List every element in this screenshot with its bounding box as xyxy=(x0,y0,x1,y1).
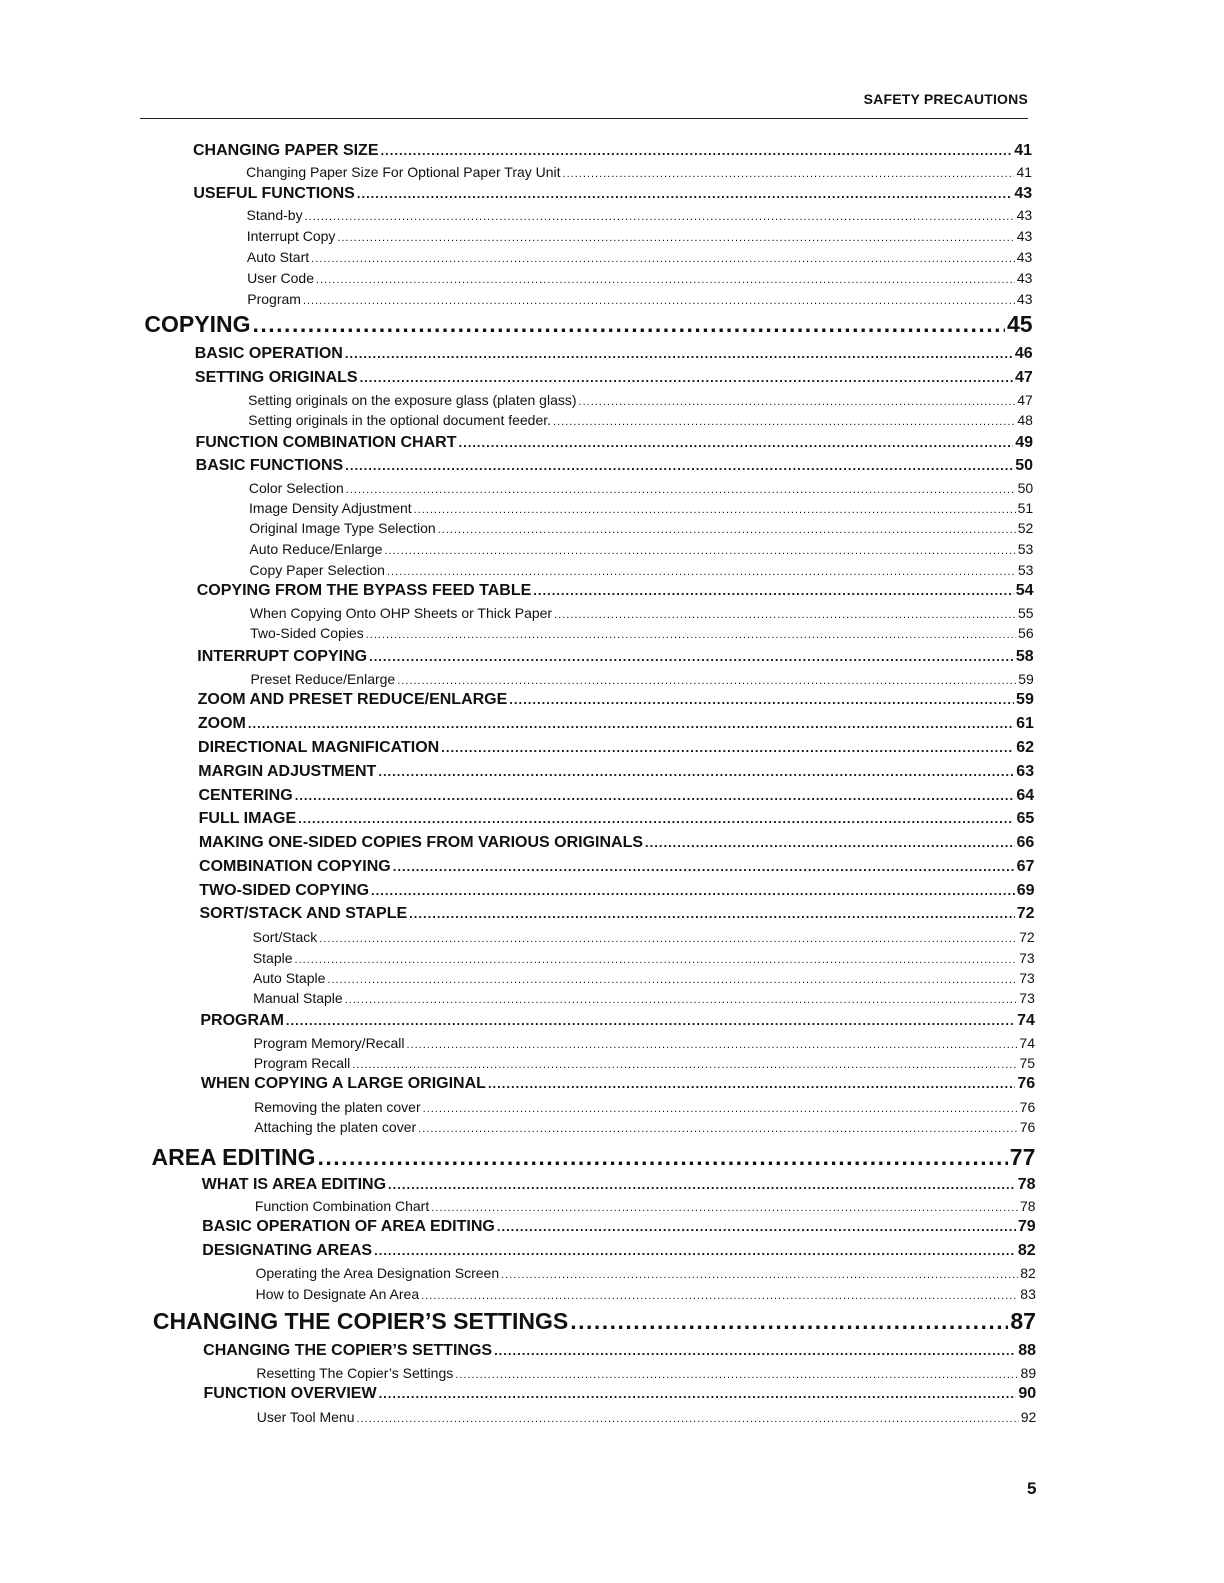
toc-subsection xyxy=(256,1365,1036,1385)
toc-entry-title: Changing Paper Size For Optional Paper Tray Unit xyxy=(246,164,561,180)
toc-entry-title: Preset Reduce/Enlarge xyxy=(250,671,396,687)
toc-entry-page-number: 53 xyxy=(1017,562,1034,578)
toc-entry-title: INTERRUPT COPYING xyxy=(197,648,368,665)
toc-entry-page-number: 73 xyxy=(1019,970,1035,986)
toc-entry-page-number: 58 xyxy=(1015,648,1034,665)
toc-section xyxy=(195,434,1033,456)
dot-leader xyxy=(381,143,1013,158)
toc-entry-title: PROGRAM xyxy=(200,1012,284,1029)
toc-entry-page-number: 87 xyxy=(1010,1308,1036,1334)
toc-entry-title: Auto Reduce/Enlarge xyxy=(249,541,383,557)
toc-subsection xyxy=(249,500,1033,520)
dot-leader xyxy=(414,504,1016,516)
dot-leader xyxy=(533,583,1013,598)
dot-leader xyxy=(371,883,1015,898)
dot-leader xyxy=(298,811,1014,826)
toc-entry-title: Setting originals in the optional document feeder. xyxy=(248,412,552,428)
toc-entry-title: BASIC FUNCTIONS xyxy=(195,457,344,474)
toc-entry-title: Copy Paper Selection xyxy=(249,562,385,578)
toc-entry-page-number: 72 xyxy=(1016,905,1035,922)
toc-subsection xyxy=(254,1055,1035,1075)
dot-leader xyxy=(384,545,1015,557)
toc-section xyxy=(199,905,1034,927)
toc-entry-page-number: 89 xyxy=(1020,1365,1037,1381)
toc-entry-title: Program Recall xyxy=(253,1055,351,1071)
toc-subsection xyxy=(253,990,1035,1010)
toc-entry-page-number: 78 xyxy=(1017,1176,1036,1193)
toc-section xyxy=(193,185,1032,207)
toc-subsection xyxy=(248,412,1033,432)
toc-entry-title: COMBINATION COPYING xyxy=(199,858,391,875)
toc-section xyxy=(197,582,1034,604)
toc-entry-page-number: 67 xyxy=(1016,858,1035,875)
toc-entry-title: Program Memory/Recall xyxy=(253,1035,405,1051)
toc-section xyxy=(198,739,1034,761)
toc-entry-page-number: 53 xyxy=(1017,541,1034,557)
toc-entry-page-number: 76 xyxy=(1017,1075,1036,1092)
toc-entry-title: MARGIN ADJUSTMENT xyxy=(198,763,377,780)
dot-leader xyxy=(388,1177,1016,1192)
toc-subsection xyxy=(253,970,1035,990)
toc-entry-page-number: 78 xyxy=(1019,1198,1036,1214)
dot-leader xyxy=(369,649,1014,664)
toc-subsection xyxy=(247,207,1033,227)
page-number: 5 xyxy=(1027,1479,1037,1498)
toc-entry-title: SETTING ORIGINALS xyxy=(194,369,358,386)
toc-section xyxy=(201,1075,1035,1097)
toc-subsection xyxy=(250,562,1034,582)
toc-entry-page-number: 92 xyxy=(1020,1409,1037,1425)
toc-entry-title: BASIC OPERATION OF AREA EDITING xyxy=(202,1218,495,1235)
toc-entry-title: Resetting The Copier’s Settings xyxy=(256,1365,454,1381)
toc-entry-title: Function Combination Chart xyxy=(254,1198,430,1214)
running-header-title: SAFETY PRECAUTIONS xyxy=(863,91,1028,107)
dot-leader xyxy=(345,994,1018,1006)
toc-section xyxy=(197,648,1033,670)
toc-subsection xyxy=(246,164,1032,184)
toc-section xyxy=(200,1012,1035,1034)
toc-entry-title: Original Image Type Selection xyxy=(249,520,436,536)
toc-section xyxy=(199,834,1034,856)
toc-entry-page-number: 62 xyxy=(1016,739,1035,756)
dot-leader xyxy=(579,396,1016,408)
toc-subsection xyxy=(248,392,1033,412)
toc-entry-title: ZOOM AND PRESET REDUCE/ENLARGE xyxy=(197,691,508,708)
dot-leader xyxy=(357,186,1013,201)
toc-entry-title: DIRECTIONAL MAGNIFICATION xyxy=(198,739,440,756)
dot-leader xyxy=(352,1059,1017,1071)
toc-subsection xyxy=(250,625,1034,645)
toc-entry-page-number: 50 xyxy=(1017,480,1034,496)
dot-leader xyxy=(346,484,1016,496)
dot-leader xyxy=(366,629,1016,641)
dot-leader xyxy=(393,859,1015,874)
toc-entry-title: Interrupt Copy xyxy=(246,228,336,244)
toc-entry-title: MAKING ONE-SIDED COPIES FROM VARIOUS ORIGINALS xyxy=(198,834,644,851)
dot-leader xyxy=(438,524,1016,536)
toc-entry-page-number: 51 xyxy=(1017,500,1034,516)
dot-leader xyxy=(345,346,1013,361)
toc-subsection xyxy=(254,1099,1035,1119)
dot-leader xyxy=(337,232,1014,244)
toc-entry-title: Setting originals on the exposure glass (platen glass) xyxy=(248,392,577,408)
dot-leader xyxy=(311,253,1015,265)
toc-entry-title: BASIC OPERATION xyxy=(194,345,343,362)
toc-entry-page-number: 43 xyxy=(1016,249,1033,265)
toc-entry-page-number: 43 xyxy=(1016,291,1033,307)
toc-subsection xyxy=(256,1286,1036,1306)
toc-entry-page-number: 41 xyxy=(1014,142,1032,159)
toc-entry-page-number: 49 xyxy=(1015,434,1033,451)
toc-subsection xyxy=(247,291,1032,311)
toc-entry-page-number: 74 xyxy=(1019,1035,1035,1051)
toc-entry-page-number: 73 xyxy=(1019,950,1035,966)
dot-leader xyxy=(645,835,1015,850)
toc-entry-title: Color Selection xyxy=(248,480,344,496)
toc-entry-title: DESIGNATING AREAS xyxy=(202,1242,373,1259)
toc-chapter xyxy=(153,1308,1036,1338)
toc-entry-page-number: 41 xyxy=(1016,164,1033,180)
toc-subsection xyxy=(257,1409,1037,1429)
toc-section xyxy=(198,691,1034,713)
dot-leader xyxy=(387,566,1016,578)
toc-entry-title: Auto Staple xyxy=(253,970,326,986)
toc-entry-page-number: 50 xyxy=(1015,457,1034,474)
toc-entry-title: User Tool Menu xyxy=(256,1409,355,1425)
toc-subsection xyxy=(249,480,1033,500)
toc-section xyxy=(199,810,1035,832)
toc-entry-title: Operating the Area Designation Screen xyxy=(255,1265,500,1281)
toc-entry-title: Removing the platen cover xyxy=(254,1099,421,1115)
toc-subsection xyxy=(255,1198,1036,1218)
toc-entry-title: Auto Start xyxy=(246,249,310,265)
toc-entry-title: CENTERING xyxy=(198,787,293,804)
toc-entry-page-number: 64 xyxy=(1016,787,1035,804)
toc-entry-title: Program xyxy=(247,291,301,307)
toc-section xyxy=(203,1342,1036,1364)
toc-entry-page-number: 72 xyxy=(1019,929,1035,945)
dot-leader xyxy=(406,1039,1017,1051)
toc-entry-title: When Copying Onto OHP Sheets or Thick Paper xyxy=(249,605,553,621)
toc-entry-page-number: 88 xyxy=(1018,1342,1037,1359)
toc-entry-page-number: 77 xyxy=(1009,1144,1036,1170)
toc-entry-page-number: 43 xyxy=(1016,207,1033,223)
toc-section xyxy=(204,1385,1037,1407)
toc-subsection xyxy=(253,950,1035,970)
toc-entry-page-number: 45 xyxy=(1006,311,1033,337)
dot-leader xyxy=(509,692,1014,707)
dot-leader xyxy=(418,1123,1018,1135)
dot-leader xyxy=(327,974,1017,986)
dot-leader xyxy=(554,609,1016,621)
toc-entry-page-number: 82 xyxy=(1020,1265,1036,1281)
toc-entry-title: User Code xyxy=(247,270,314,286)
toc-subsection xyxy=(249,520,1033,540)
toc-entry-page-number: 43 xyxy=(1014,185,1033,202)
toc-entry-page-number: 65 xyxy=(1016,810,1035,827)
toc-entry-title: ZOOM xyxy=(197,715,246,732)
toc-entry-title: Two-Sided Copies xyxy=(250,625,364,641)
toc-entry-title: FUNCTION COMBINATION CHART xyxy=(195,434,457,451)
toc-entry-title: FUNCTION OVERVIEW xyxy=(203,1385,377,1402)
dot-leader xyxy=(431,1202,1018,1214)
dot-leader xyxy=(455,1369,1018,1381)
toc-entry-title: USEFUL FUNCTIONS xyxy=(193,185,355,202)
dot-leader xyxy=(253,311,1005,338)
dot-leader xyxy=(357,1413,1019,1425)
dot-leader xyxy=(563,168,1015,180)
toc-entry-page-number: 66 xyxy=(1016,834,1035,851)
dot-leader xyxy=(317,1144,1007,1171)
toc-section xyxy=(202,1242,1035,1264)
toc-chapter xyxy=(151,1144,1035,1174)
toc-entry-title: COPYING xyxy=(144,311,251,337)
toc-entry-page-number: 47 xyxy=(1017,392,1033,408)
dot-leader xyxy=(409,906,1015,921)
toc-entry-page-number: 76 xyxy=(1019,1119,1036,1135)
toc-entry-page-number: 43 xyxy=(1016,228,1033,244)
toc-entry-page-number: 55 xyxy=(1017,605,1034,621)
toc-entry-title: WHEN COPYING A LARGE ORIGINAL xyxy=(200,1075,486,1092)
toc-section xyxy=(195,345,1033,367)
toc-subsection xyxy=(256,1265,1036,1285)
toc-entry-title: Attaching the platen cover xyxy=(254,1119,417,1135)
dot-leader xyxy=(441,740,1014,755)
toc-entry-title: How to Designate An Area xyxy=(255,1286,420,1302)
toc-entry-title: SORT/STACK AND STAPLE xyxy=(199,905,408,922)
toc-entry-page-number: 73 xyxy=(1019,990,1035,1006)
dot-leader xyxy=(458,435,1013,450)
toc-entry-title: Stand-by xyxy=(246,207,303,223)
toc-entry-page-number: 75 xyxy=(1019,1055,1036,1071)
toc-entry-page-number: 79 xyxy=(1017,1218,1036,1235)
toc-entry-page-number: 52 xyxy=(1017,520,1034,536)
dot-leader xyxy=(421,1290,1018,1302)
dot-leader xyxy=(501,1269,1018,1281)
dot-leader xyxy=(295,954,1018,966)
dot-leader xyxy=(397,675,1016,687)
toc-section xyxy=(199,858,1034,880)
toc-section xyxy=(198,763,1034,785)
toc-section xyxy=(195,369,1033,391)
toc-entry-page-number: 61 xyxy=(1016,715,1034,732)
toc-entry-title: CHANGING THE COPIER’S SETTINGS xyxy=(152,1308,569,1334)
toc-subsection xyxy=(249,541,1033,561)
toc-subsection xyxy=(254,1035,1035,1055)
toc-subsection xyxy=(247,270,1032,290)
toc-entry-title: COPYING FROM THE BYPASS FEED TABLE xyxy=(196,582,532,599)
toc-entry-page-number: 54 xyxy=(1015,582,1034,599)
toc-section xyxy=(198,715,1034,737)
toc-entry-title: Sort/Stack xyxy=(252,929,318,945)
toc-entry-page-number: 48 xyxy=(1017,412,1033,428)
toc-entry-title: CHANGING PAPER SIZE xyxy=(193,142,379,159)
toc-subsection xyxy=(250,605,1034,625)
dot-leader xyxy=(286,1013,1015,1028)
toc-entry-page-number: 82 xyxy=(1017,1242,1036,1259)
dot-leader xyxy=(319,933,1017,945)
dot-leader xyxy=(570,1308,1008,1335)
toc-section xyxy=(193,142,1032,164)
dot-leader xyxy=(497,1219,1016,1234)
dot-leader xyxy=(374,1243,1016,1258)
toc-subsection xyxy=(253,929,1035,949)
toc-subsection xyxy=(250,671,1033,691)
toc-entry-title: CHANGING THE COPIER’S SETTINGS xyxy=(203,1342,493,1359)
toc-entry-page-number: 63 xyxy=(1016,763,1035,780)
toc-subsection xyxy=(254,1119,1035,1139)
toc-entry-page-number: 46 xyxy=(1014,345,1033,362)
toc-entry-page-number: 56 xyxy=(1018,625,1034,641)
toc-section xyxy=(199,882,1034,904)
toc-entry-page-number: 43 xyxy=(1016,270,1033,286)
toc-entry-title: WHAT IS AREA EDITING xyxy=(201,1176,387,1193)
toc-entry-page-number: 74 xyxy=(1017,1012,1035,1029)
dot-leader xyxy=(360,370,1013,385)
toc-section xyxy=(196,457,1033,479)
dot-leader xyxy=(379,1386,1017,1401)
toc-section xyxy=(202,1176,1036,1198)
toc-entry-page-number: 47 xyxy=(1014,369,1033,386)
dot-leader xyxy=(494,1343,1016,1358)
toc-entry-title: TWO-SIDED COPYING xyxy=(199,882,370,899)
toc-section xyxy=(202,1218,1036,1240)
toc-subsection xyxy=(247,228,1033,248)
dot-leader xyxy=(345,458,1013,473)
toc-entry-title: Manual Staple xyxy=(253,990,343,1006)
dot-leader xyxy=(553,416,1015,428)
dot-leader xyxy=(303,295,1015,307)
toc-chapter xyxy=(144,311,1032,341)
dot-leader xyxy=(423,1103,1018,1115)
dot-leader xyxy=(248,716,1014,731)
toc-entry-page-number: 76 xyxy=(1019,1099,1036,1115)
toc-section xyxy=(198,787,1034,809)
toc-entry-title: Staple xyxy=(252,950,293,966)
toc-entry-page-number: 69 xyxy=(1016,882,1035,899)
toc-entry-page-number: 83 xyxy=(1020,1286,1036,1302)
toc-entry-title: Image Density Adjustment xyxy=(249,500,412,516)
dot-leader xyxy=(316,274,1015,286)
toc-entry-title: FULL IMAGE xyxy=(198,810,297,827)
toc-entry-title: AREA EDITING xyxy=(151,1144,316,1170)
toc-subsection xyxy=(247,249,1032,269)
dot-leader xyxy=(488,1076,1015,1091)
toc-entry-page-number: 90 xyxy=(1018,1385,1037,1402)
toc-entry-page-number: 59 xyxy=(1018,671,1034,687)
dot-leader xyxy=(295,788,1015,803)
dot-leader xyxy=(305,211,1015,223)
toc-entry-page-number: 59 xyxy=(1016,691,1034,708)
dot-leader xyxy=(378,764,1014,779)
